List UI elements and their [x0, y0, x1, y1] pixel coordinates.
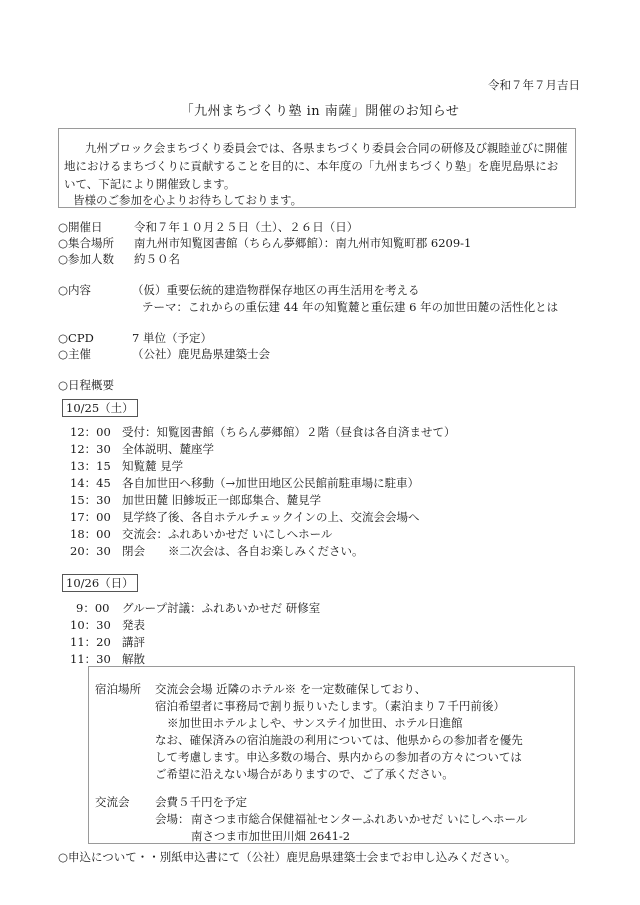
- day2-text-1: グループ討議：ふれあいかせだ 研修室: [122, 601, 321, 615]
- schedule-heading: ○日程概要: [58, 378, 115, 392]
- day1-time-8: 20：30: [70, 544, 111, 558]
- day1-time-2: 12：30: [70, 442, 111, 456]
- day2-time-4: 11：30: [70, 652, 111, 666]
- lodging-line-6: ご希望に沿えない場合がありますので、ご了承ください。: [155, 767, 454, 781]
- content-line-1: （仮）重要伝統的建造物群保存地区の再生活用を考える: [132, 283, 420, 297]
- intro-line-2: 地におけるまちづくりに貢献することを目的に、本年度の「九州まちづくり塾」を鹿児島県にお: [64, 159, 559, 173]
- day2-text-2: 発表: [122, 618, 145, 632]
- day1-time-4: 14：45: [70, 476, 111, 490]
- lodging-line-4: なお、確保済みの宿泊施設の利用については、他県からの参加者を優先: [155, 733, 523, 747]
- detail-venue-value: 南九州市知覧図書館（ちらん夢郷館）：南九州市知覧町郡 6209-1: [134, 236, 472, 250]
- day1-text-3: 知覧麓 見学: [122, 459, 184, 473]
- day2-text-4: 解散: [122, 652, 145, 666]
- document-title: 「九州まちづくり塾 in 南薩」開催のお知らせ: [180, 104, 460, 119]
- cpd-value: 7 単位（予定）: [132, 331, 212, 345]
- day1-time-1: 12：00: [70, 425, 111, 439]
- day1-label: 10/25（土）: [62, 399, 138, 417]
- day1-text-1: 受付：知覧図書館（ちらん夢郷館）２階（昼食は各自済ませて）: [122, 425, 456, 439]
- cpd-label: ○CPD: [58, 331, 94, 345]
- lodging-line-5: して考慮します。申込多数の場合、県内からの参加者の方々については: [155, 750, 522, 764]
- day2-time-2: 10：30: [70, 618, 111, 632]
- detail-date-value: 令和７年１０月２５日（土）、２６日（日）: [134, 220, 359, 234]
- day1-time-6: 17：00: [70, 510, 111, 524]
- intro-line-3: いて、下記により開催致します。: [64, 177, 236, 191]
- lodging-line-2: 宿泊希望者に事務局で割り振りいたします。（素泊まり７千円前後）: [155, 699, 505, 713]
- party-fee: 会費５千円を予定: [155, 795, 247, 809]
- intro-box: [58, 128, 576, 208]
- party-label: 交流会: [95, 795, 130, 809]
- content-label: ○内容: [58, 283, 92, 297]
- day1-text-8: 閉会 ※二次会は、各自お楽しみください。: [122, 544, 364, 558]
- application-note: ○申込について・・別紙申込書にて（公社）鹿児島県建築士会までお申し込みください。: [58, 850, 517, 864]
- day1-text-6: 見学終了後、各自ホテルチェックインの上、交流会会場へ: [122, 510, 420, 524]
- day2-label: 10/26（日）: [62, 574, 138, 592]
- detail-venue-label: ○集合場所: [58, 236, 115, 250]
- lodging-label: 宿泊場所: [95, 682, 141, 696]
- info-box: [88, 666, 575, 844]
- intro-line-1: 九州ブロック会まちづくり委員会では、各県まちづくり委員会合同の研修及び親睦並びに開催: [85, 141, 568, 155]
- day1-time-5: 15：30: [70, 493, 111, 507]
- lodging-line-1: 交流会会場 近隣のホテル※ を一定数確保しており、: [155, 682, 427, 696]
- day1-text-2: 全体説明、麓座学: [122, 442, 214, 456]
- detail-attendees-label: ○参加人数: [58, 252, 115, 266]
- day1-text-7: 交流会：ふれあいかせだ いにしへホール: [122, 527, 333, 541]
- day1-time-3: 13：15: [70, 459, 111, 473]
- party-address: 南さつま市加世田川畑 2641-2: [191, 829, 351, 843]
- day2-time-1: 9：00: [76, 601, 110, 615]
- intro-line-4: 皆様のご参加を心よりお待ちしております。: [73, 193, 303, 207]
- party-venue-label: 会場：: [155, 812, 190, 826]
- document-date: 令和７年７月吉日: [488, 78, 580, 92]
- detail-date-label: ○開催日: [58, 220, 103, 234]
- day1-text-4: 各自加世田へ移動（→加世田地区公民館前駐車場に駐車）: [122, 476, 420, 490]
- day2-time-3: 11：20: [70, 635, 111, 649]
- day1-time-7: 18：00: [70, 527, 111, 541]
- day1-text-5: 加世田麓 旧鯵坂正一郎邸集合、麓見学: [122, 493, 322, 507]
- party-venue: 南さつま市総合保健福祉センターふれあいかせだ いにしへホール: [191, 812, 528, 826]
- content-line-2: テーマ：これからの重伝建 44 年の知覧麓と重伝建 6 年の加世田麓の活性化とは: [142, 300, 559, 314]
- host-label: ○主催: [58, 347, 92, 361]
- day2-text-3: 講評: [122, 635, 145, 649]
- detail-attendees-value: 約５０名: [134, 252, 180, 266]
- lodging-line-3: ※加世田ホテルよしや、サンステイ加世田、ホテル日進館: [167, 716, 463, 730]
- host-value: （公社）鹿児島県建築士会: [132, 347, 270, 361]
